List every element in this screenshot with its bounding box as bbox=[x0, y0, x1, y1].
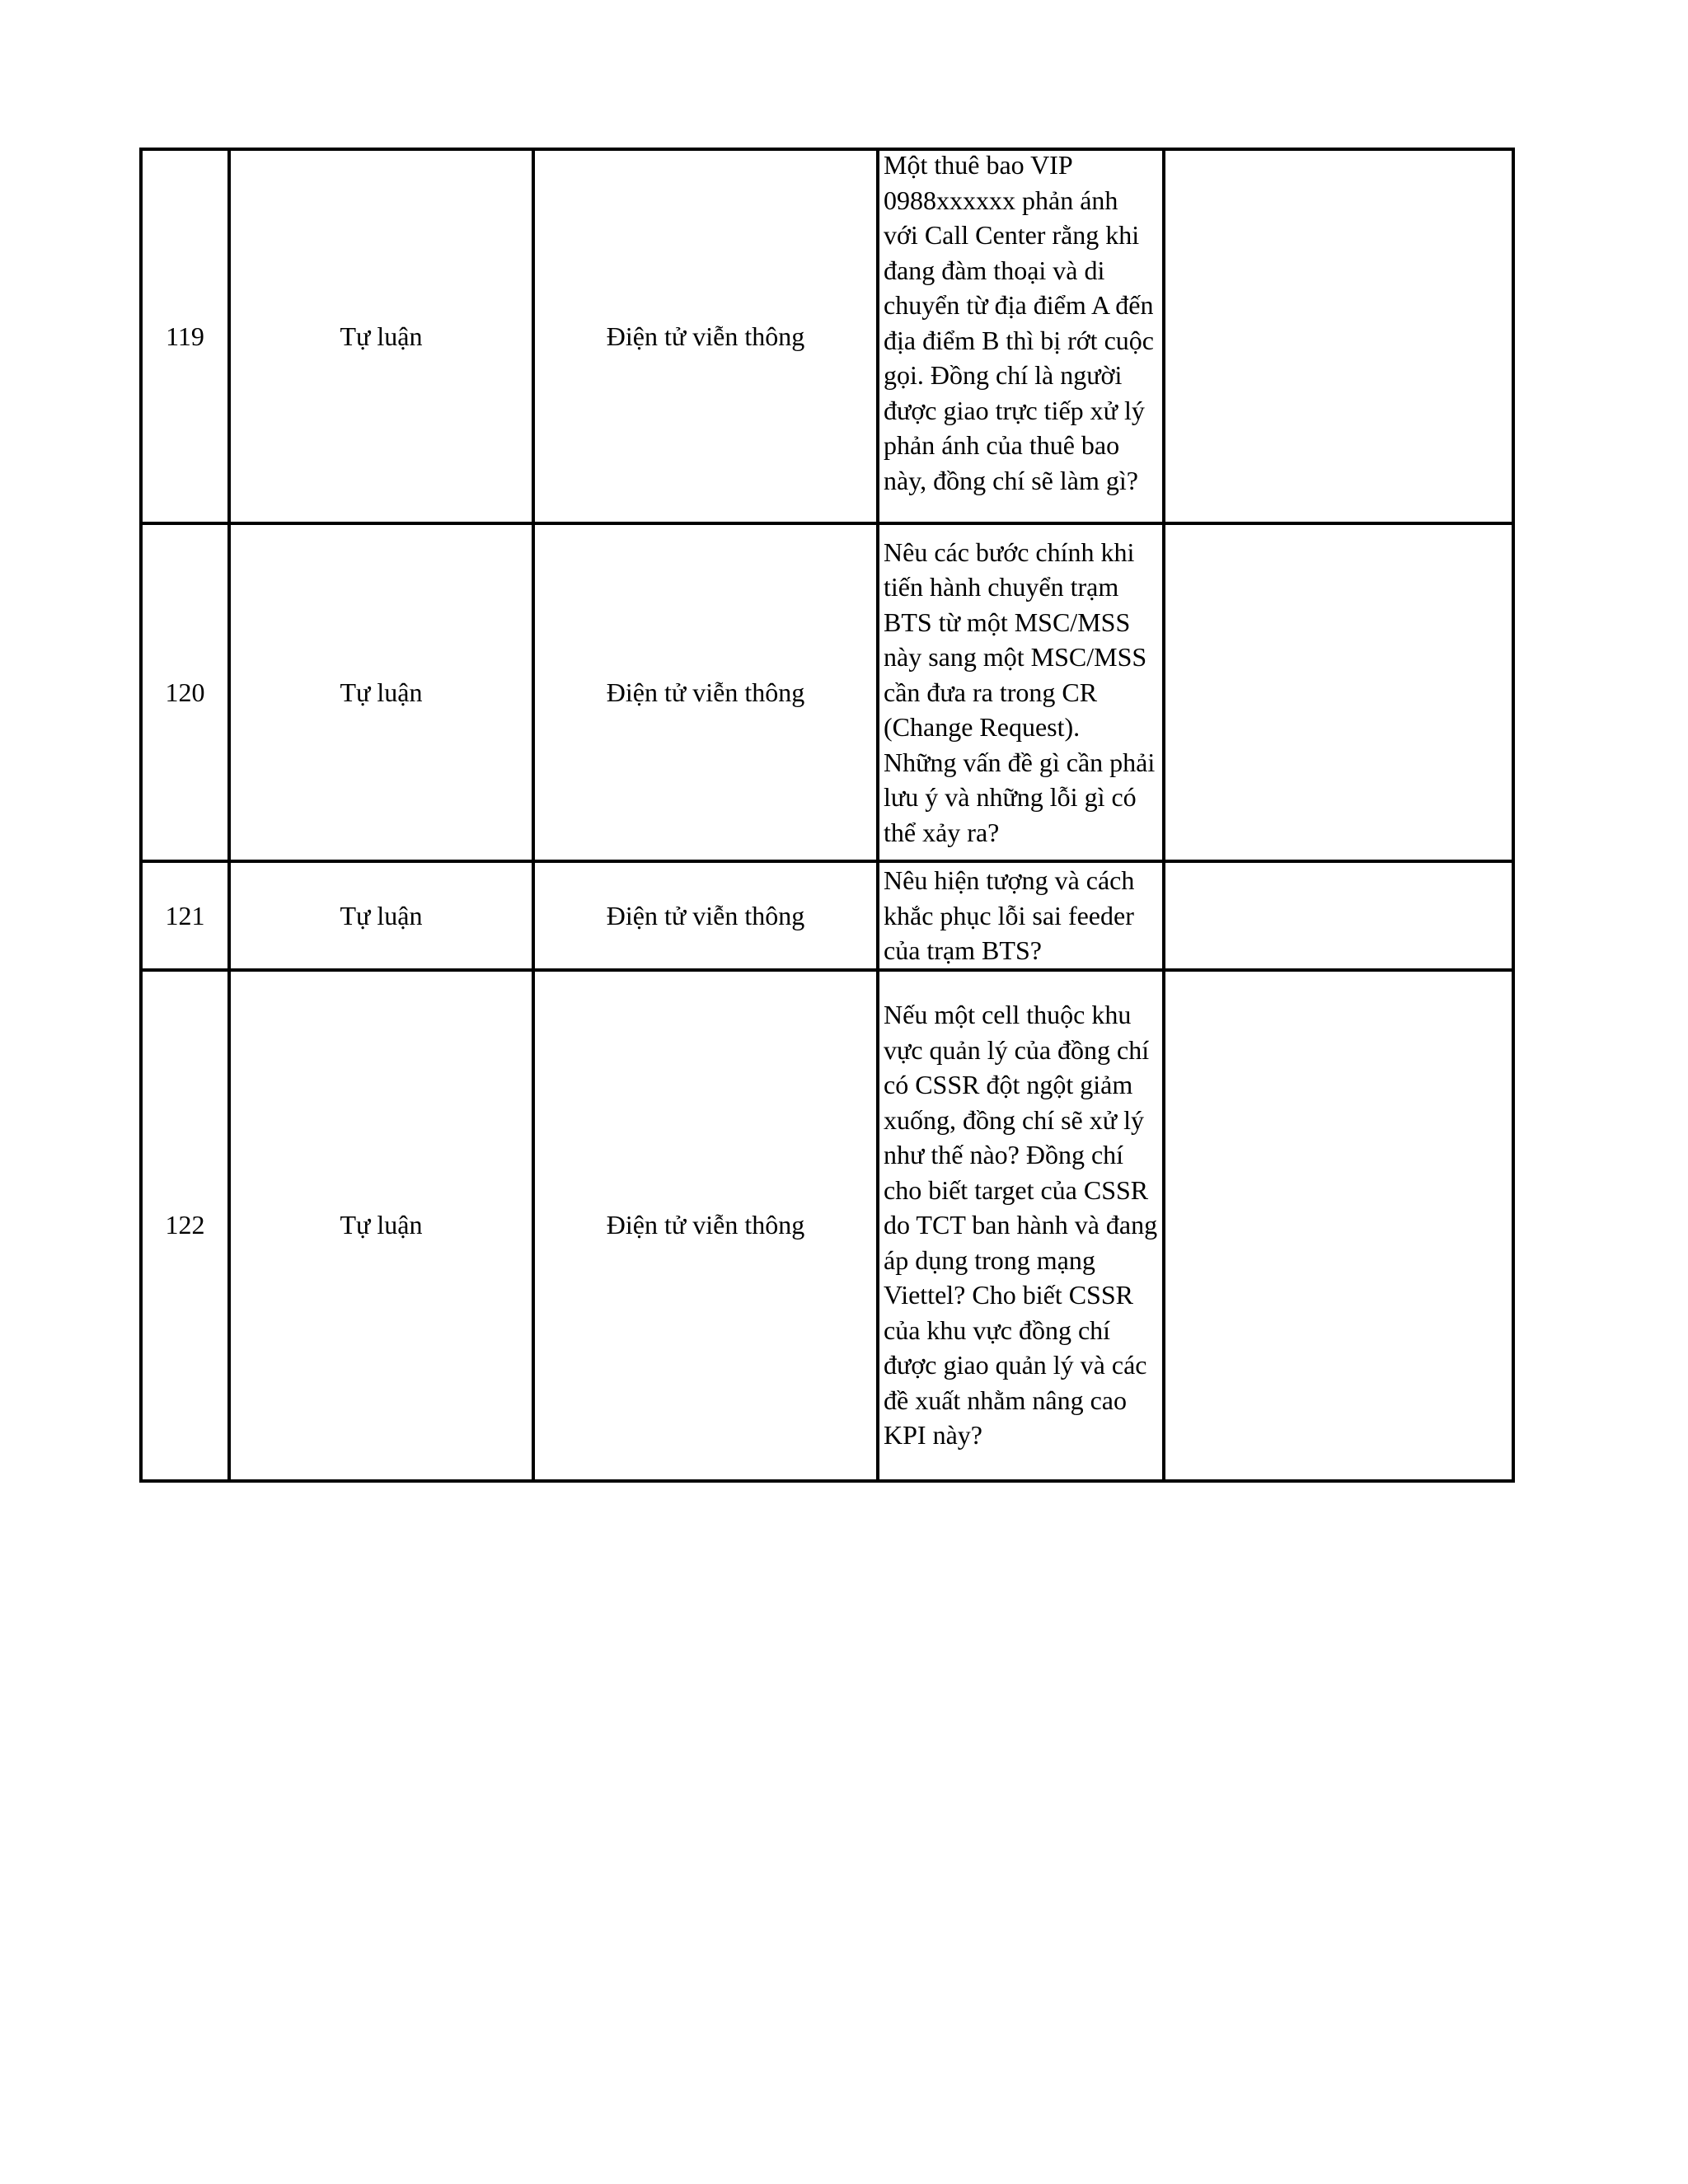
question-clip bbox=[879, 535, 1162, 851]
answer-cell bbox=[1164, 861, 1513, 970]
question-sheet bbox=[139, 148, 1515, 1476]
answer-cell bbox=[1164, 970, 1513, 1481]
table-row bbox=[141, 523, 1513, 861]
question-cell bbox=[878, 523, 1164, 861]
question-clip bbox=[879, 863, 1162, 968]
question-clip bbox=[879, 997, 1162, 1453]
question-cell bbox=[878, 970, 1164, 1481]
question-field: Điện tử viễn thông bbox=[533, 970, 878, 1481]
answer-cell bbox=[1164, 149, 1513, 523]
question-table bbox=[139, 148, 1515, 1483]
question-field: Điện tử viễn thông bbox=[533, 523, 878, 861]
table-row bbox=[141, 149, 1513, 523]
question-text: Nêu hiện tượng và cách khắc phục lỗi sai feeder của trạm BTS? bbox=[884, 865, 1135, 965]
question-type: Tự luận bbox=[229, 523, 533, 861]
table-row bbox=[141, 861, 1513, 970]
question-field: Điện tử viễn thông bbox=[533, 149, 878, 523]
answer-cell bbox=[1164, 523, 1513, 861]
question-type: Tự luận bbox=[229, 970, 533, 1481]
row-number: 122 bbox=[141, 970, 229, 1481]
question-text: Nêu các bước chính khi tiến hành chuyển trạm BTS từ một MSC/MSS này sang một MSC/MSS cần đưa ra trong CR (Change Request). Những vấn đề gì cần phải lưu ý và những lỗi gì có thể xảy ra? bbox=[884, 537, 1156, 847]
row-number: 121 bbox=[141, 861, 229, 970]
question-text: Nếu một cell thuộc khu vực quản lý của đồng chí có CSSR đột ngột giảm xuống, đồng chí sẽ xử lý như thế nào? Đồng chí cho biết target của CSSR do TCT ban hành và đang áp dụng trong mạng Viettel? Cho biết CSSR của khu vực đồng chí được giao quản lý và các đề xuất nhằm nâng cao KPI này? bbox=[884, 1000, 1158, 1451]
row-number: 120 bbox=[141, 523, 229, 861]
question-type: Tự luận bbox=[229, 861, 533, 970]
question-cell bbox=[878, 861, 1164, 970]
table-row bbox=[141, 970, 1513, 1481]
row-number: 119 bbox=[141, 149, 229, 523]
question-clip bbox=[879, 152, 1162, 521]
question-cell bbox=[878, 149, 1164, 523]
question-text: Một thuê bao VIP 0988xxxxxx phản ánh với Call Center rằng khi đang đàm thoại và di chuyển từ địa điểm A đến địa điểm B thì bị rớt cuộc gọi. Đồng chí là người được giao trực tiếp xử lý phản ánh của thuê bao này, đồng chí sẽ làm gì? bbox=[884, 152, 1154, 495]
question-field: Điện tử viễn thông bbox=[533, 861, 878, 970]
question-type: Tự luận bbox=[229, 149, 533, 523]
